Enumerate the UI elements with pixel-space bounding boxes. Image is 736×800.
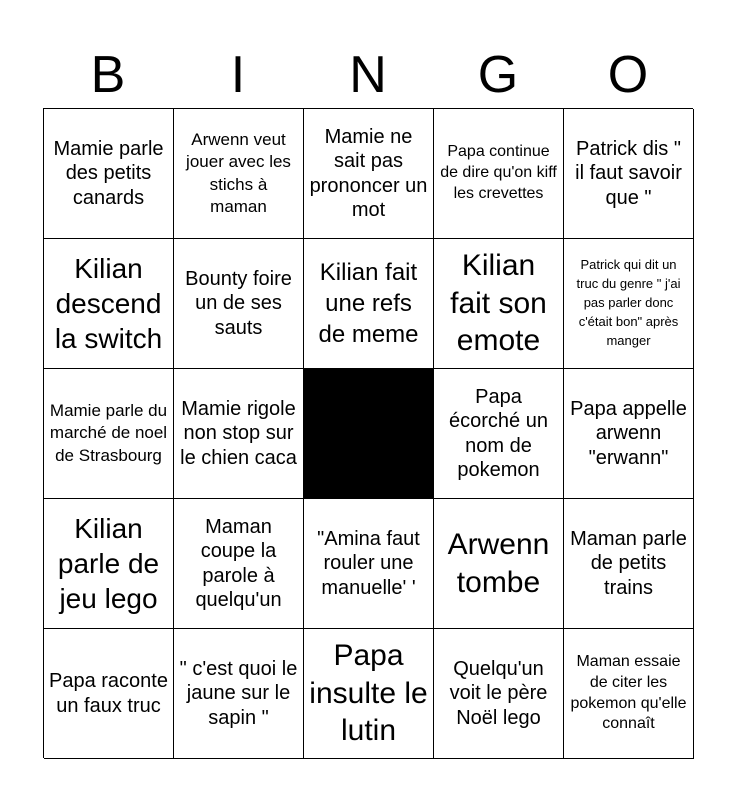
bingo-cell-r4-c3[interactable]: "Amina faut rouler une manuelle' ': [304, 499, 434, 629]
bingo-cell-r1-c1[interactable]: Mamie parle des petits canards: [44, 109, 174, 239]
bingo-cell-r3-c1[interactable]: Mamie parle du marché de noel de Strasbourg: [44, 369, 174, 499]
bingo-header: [43, 44, 693, 106]
bingo-cell-r1-c3[interactable]: Mamie ne sait pas prononcer un mot: [304, 109, 434, 239]
bingo-cell-r4-c4[interactable]: Arwenn tombe: [434, 499, 564, 629]
bingo-cell-r2-c2[interactable]: Bounty foire un de ses sauts: [174, 239, 304, 369]
bingo-cell-r5-c4[interactable]: Quelqu'un voit le père Noël lego: [434, 629, 564, 759]
bingo-cell-r1-c5[interactable]: Patrick dis " il faut savoir que ": [564, 109, 694, 239]
bingo-cell-r1-c2[interactable]: Arwenn veut jouer avec les stichs à maman: [174, 109, 304, 239]
bingo-cell-r2-c1[interactable]: Kilian descend la switch: [44, 239, 174, 369]
bingo-cell-r4-c5[interactable]: Maman parle de petits trains: [564, 499, 694, 629]
header-letter-n: N: [349, 46, 387, 104]
bingo-cell-r2-c4[interactable]: Kilian fait son emote: [434, 239, 564, 369]
bingo-cell-r5-c2[interactable]: " c'est quoi le jaune sur le sapin ": [174, 629, 304, 759]
bingo-cell-r3-c5[interactable]: Papa appelle arwenn "erwann": [564, 369, 694, 499]
bingo-cell-r3-c4[interactable]: Papa écorché un nom de pokemon: [434, 369, 564, 499]
header-letter-i: I: [230, 46, 246, 104]
bingo-cell-r3-c2[interactable]: Mamie rigole non stop sur le chien caca: [174, 369, 304, 499]
free-space-cell: [304, 369, 434, 499]
bingo-cell-r4-c2[interactable]: Maman coupe la parole à quelqu'un: [174, 499, 304, 629]
bingo-cell-r5-c1[interactable]: Papa raconte un faux truc: [44, 629, 174, 759]
bingo-cell-r2-c3[interactable]: Kilian fait une refs de meme: [304, 239, 434, 369]
bingo-cell-r5-c3[interactable]: Papa insulte le lutin: [304, 629, 434, 759]
header-letter-o: O: [607, 46, 649, 104]
header-letter-g: G: [477, 46, 519, 104]
bingo-cell-r4-c1[interactable]: Kilian parle de jeu lego: [44, 499, 174, 629]
bingo-grid: [43, 108, 693, 758]
bingo-cell-r1-c4[interactable]: Papa continue de dire qu'on kiff les crevettes: [434, 109, 564, 239]
bingo-cell-r2-c5[interactable]: Patrick qui dit un truc du genre " j'ai pas parler donc c'était bon" après manger: [564, 239, 694, 369]
header-letter-b: B: [90, 46, 126, 104]
bingo-cell-r5-c5[interactable]: Maman essaie de citer les pokemon qu'elle connaît: [564, 629, 694, 759]
